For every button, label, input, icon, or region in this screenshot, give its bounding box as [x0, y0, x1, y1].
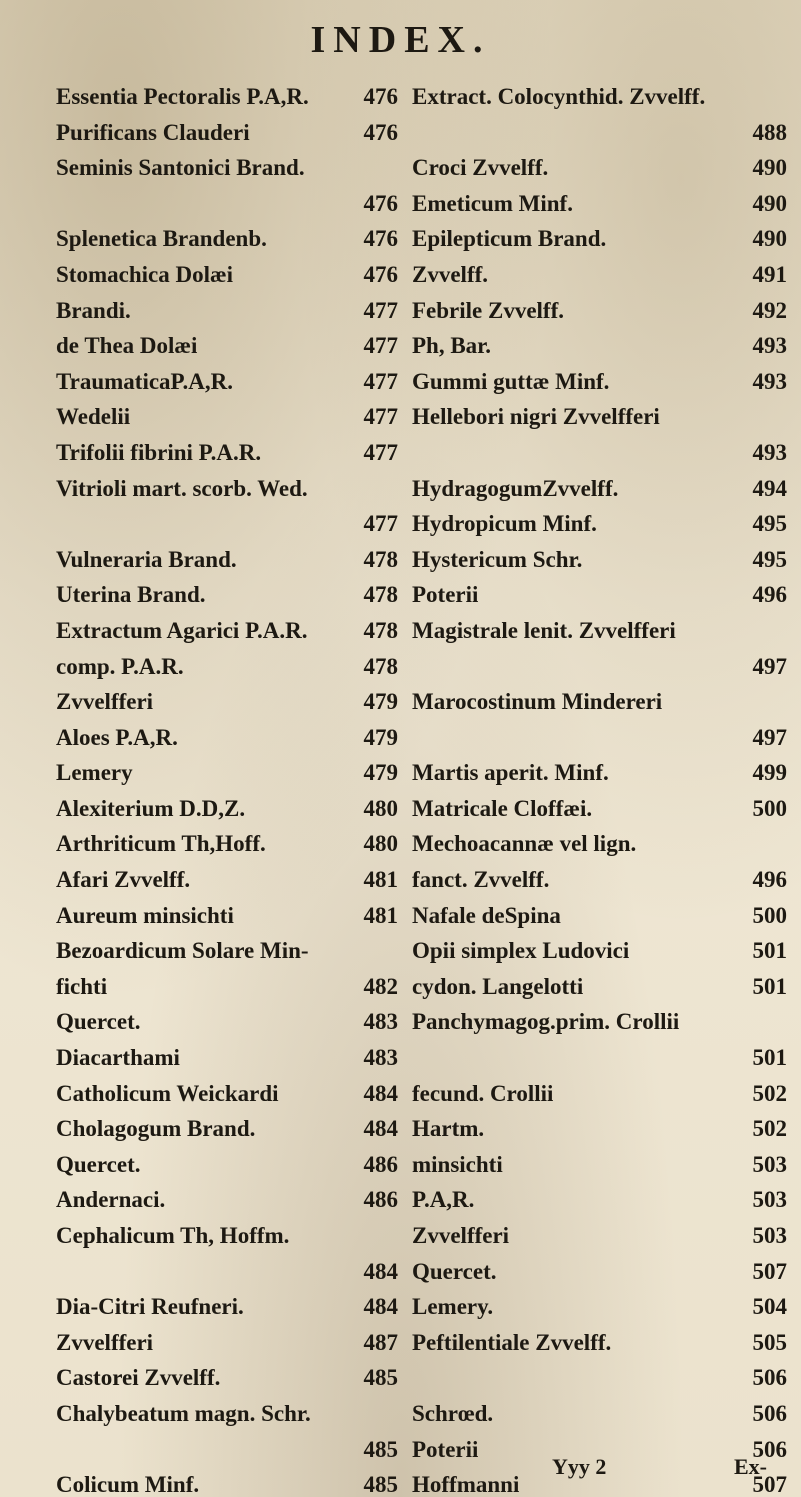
- index-entry: [56, 333, 398, 369]
- index-entry: [412, 440, 787, 476]
- entry-text: Essentia Pectoralis P.A,R.: [56, 84, 309, 109]
- index-entry: [56, 831, 398, 867]
- entry-page-number: 476: [363, 84, 398, 109]
- index-entry: [412, 867, 787, 903]
- entry-text: comp. P.A.R.: [56, 653, 184, 679]
- entry-page-number: 477: [363, 404, 398, 430]
- entry-text: Hoffmanni: [412, 1472, 520, 1497]
- entry-text: Panchymagog.prim. Crollii: [412, 1009, 680, 1035]
- entry-page-number: 500: [752, 795, 787, 821]
- entry-text: Alexiterium D.D,Z.: [56, 795, 246, 821]
- entry-text: Zvvelff.: [412, 261, 489, 287]
- entry-page-number: 492: [752, 297, 787, 323]
- index-entry: [412, 725, 787, 761]
- index-entry: [56, 191, 398, 227]
- index-entry: [56, 298, 398, 334]
- entry-page-number: 484: [363, 1116, 398, 1142]
- index-entry: [412, 618, 787, 654]
- entry-text: Stomachica Dolæi: [56, 261, 233, 287]
- entry-page-number: 495: [752, 546, 787, 572]
- entry-page-number: 476: [363, 261, 398, 287]
- index-entry: [412, 333, 787, 369]
- index-entry: [56, 1152, 398, 1188]
- entry-text: TraumaticaP.A,R.: [56, 368, 233, 394]
- entry-text: Andernaci.: [56, 1187, 166, 1213]
- index-entry: [56, 1330, 398, 1366]
- index-entry: [56, 689, 398, 725]
- entry-page-number: 485: [363, 1472, 398, 1497]
- entry-page-number: 477: [363, 368, 398, 394]
- index-entry: [56, 1187, 398, 1223]
- entry-page-number: 478: [363, 653, 398, 679]
- index-entry: [56, 84, 398, 120]
- index-entry: [412, 404, 787, 440]
- entry-page-number: 484: [363, 1294, 398, 1320]
- index-entry: [412, 1330, 787, 1366]
- index-entry: [56, 1009, 398, 1045]
- entry-page-number: 486: [363, 1187, 398, 1213]
- index-entry: [412, 1152, 787, 1188]
- entry-page-number: 479: [363, 689, 398, 715]
- entry-text: Trifolii fibrini P.A.R.: [56, 439, 262, 465]
- index-entry: [56, 369, 398, 405]
- entry-text: Nafale deSpina: [412, 902, 561, 928]
- entry-page-number: 503: [752, 1223, 787, 1248]
- index-entry: [412, 511, 787, 547]
- index-column-right: [412, 84, 787, 1497]
- entry-page-number: 505: [752, 1329, 787, 1355]
- index-entry: [56, 1401, 398, 1437]
- entry-page-number: 481: [363, 867, 398, 893]
- entry-page-number: 494: [752, 475, 787, 501]
- entry-text: Hellebori nigri Zvvelfferi: [412, 404, 660, 430]
- index-entry: [412, 1187, 787, 1223]
- entry-text: Catholicum Weickardi: [56, 1080, 279, 1106]
- entry-page-number: 476: [363, 119, 398, 145]
- entry-page-number: 501: [752, 973, 787, 999]
- index-entry: [56, 1472, 398, 1497]
- entry-text: Extractum Agarici P.A.R.: [56, 617, 308, 643]
- index-entry: [412, 1116, 787, 1152]
- index-entry: [56, 1437, 398, 1473]
- entry-page-number: 480: [363, 795, 398, 821]
- entry-text: Aloes P.A,R.: [56, 724, 178, 750]
- index-entry: [412, 369, 787, 405]
- index-entry: [56, 1259, 398, 1295]
- entry-text: Gummi guttæ Minf.: [412, 368, 610, 394]
- entry-page-number: 490: [752, 155, 787, 181]
- entry-text: Castorei Zvvelff.: [56, 1365, 221, 1391]
- entry-text: Diacarthami: [56, 1045, 180, 1071]
- entry-text: Poterii: [412, 1436, 479, 1462]
- entry-text: Croci Zvvelff.: [412, 155, 549, 181]
- index-entry: [412, 1401, 787, 1437]
- entry-page-number: 482: [363, 973, 398, 999]
- catchword: Ex-: [734, 1454, 767, 1479]
- index-entry: [412, 262, 787, 298]
- entry-page-number: 488: [752, 119, 787, 145]
- entry-text: Uterina Brand.: [56, 582, 206, 608]
- entry-text: Poterii: [412, 582, 479, 608]
- entry-page-number: 497: [752, 724, 787, 750]
- index-entry: [56, 547, 398, 583]
- entry-page-number: 484: [363, 1080, 398, 1106]
- entry-text: Marocostinum Mindereri: [412, 689, 663, 715]
- entry-page-number: 503: [752, 1151, 787, 1177]
- entry-text: Matricale Cloffæi.: [412, 795, 593, 821]
- entry-text: cydon. Langelotti: [412, 973, 584, 999]
- entry-text: Lemery.: [412, 1294, 494, 1320]
- index-entry: [56, 1116, 398, 1152]
- entry-page-number: 480: [363, 831, 398, 857]
- entry-page-number: 485: [363, 1436, 398, 1462]
- entry-page-number: 500: [752, 902, 787, 928]
- entry-page-number: 479: [363, 724, 398, 750]
- entry-page-number: 496: [752, 867, 787, 893]
- entry-text: Wedelii: [56, 404, 131, 430]
- entry-page-number: 502: [752, 1080, 787, 1106]
- index-entry: [412, 1045, 787, 1081]
- entry-text: Zvvelfferi: [412, 1223, 510, 1248]
- index-entry: [412, 796, 787, 832]
- entry-text: Lemery: [56, 760, 133, 786]
- entry-text: minsichti: [412, 1151, 503, 1177]
- index-entry: [412, 974, 787, 1010]
- entry-page-number: 501: [752, 1045, 787, 1071]
- index-entry: [412, 582, 787, 618]
- entry-page-number: 481: [363, 902, 398, 928]
- entry-text: Hartm.: [412, 1116, 485, 1142]
- index-title: INDEX.: [310, 19, 491, 61]
- entry-text: Emeticum Minf.: [412, 190, 573, 216]
- index-entry: [56, 120, 398, 156]
- index-entry: [412, 831, 787, 867]
- entry-page-number: 507: [752, 1472, 787, 1497]
- index-entry: [56, 582, 398, 618]
- index-entry: [412, 547, 787, 583]
- entry-text: Peftilentiale Zvvelff.: [412, 1329, 612, 1355]
- entry-text: P.A,R.: [412, 1187, 475, 1213]
- index-entry: [412, 191, 787, 227]
- entry-page-number: 478: [363, 546, 398, 572]
- index-entry: [412, 155, 787, 191]
- index-entry: [412, 1223, 787, 1259]
- entry-text: de Thea Dolæi: [56, 333, 198, 359]
- entry-page-number: 504: [752, 1294, 787, 1320]
- index-entry: [56, 1081, 398, 1117]
- entry-text: Martis aperit. Minf.: [412, 760, 609, 786]
- index-entry: [56, 440, 398, 476]
- entry-page-number: 507: [752, 1258, 787, 1284]
- index-entry: [56, 796, 398, 832]
- entry-text: Quercet.: [56, 1151, 141, 1177]
- entry-page-number: 476: [363, 226, 398, 252]
- entry-text: Purificans Clauderi: [56, 119, 250, 145]
- entry-text: Hydropicum Minf.: [412, 511, 597, 537]
- entry-text: Vulneraria Brand.: [56, 546, 237, 572]
- index-entry: [56, 974, 398, 1010]
- entry-page-number: 484: [363, 1258, 398, 1284]
- entry-text: Colicum Minf.: [56, 1472, 200, 1497]
- entry-text: Dia-Citri Reufneri.: [56, 1294, 244, 1320]
- index-entry: [412, 760, 787, 796]
- entry-page-number: 483: [363, 1045, 398, 1071]
- entry-page-number: 493: [752, 439, 787, 465]
- index-entry: [56, 155, 398, 191]
- index-entry: [56, 938, 398, 974]
- entry-text: Bezoardicum Solare Min-: [56, 938, 309, 964]
- entry-text: Seminis Santonici Brand.: [56, 155, 305, 181]
- index-entry: [412, 938, 787, 974]
- entry-page-number: 477: [363, 333, 398, 359]
- entry-page-number: 503: [752, 1187, 787, 1213]
- index-entry: [412, 903, 787, 939]
- entry-text: Magistrale lenit. Zvvelfferi: [412, 617, 676, 643]
- index-entry: [56, 1294, 398, 1330]
- entry-text: Extract. Colocynthid. Zvvelff.: [412, 84, 706, 109]
- entry-page-number: 490: [752, 226, 787, 252]
- index-entry: [412, 689, 787, 725]
- entry-page-number: 490: [752, 190, 787, 216]
- entry-text: Schrœd.: [412, 1400, 494, 1426]
- entry-page-number: 486: [363, 1151, 398, 1177]
- index-entry: [56, 725, 398, 761]
- entry-text: Splenetica Brandenb.: [56, 226, 267, 252]
- index-entry: [56, 404, 398, 440]
- entry-page-number: 506: [752, 1436, 787, 1462]
- index-entry: [56, 618, 398, 654]
- entry-text: Afari Zvvelff.: [56, 867, 191, 893]
- entry-page-number: 493: [752, 333, 787, 359]
- index-entry: [412, 298, 787, 334]
- entry-page-number: 501: [752, 938, 787, 964]
- entry-text: Arthriticum Th,Hoff.: [56, 831, 266, 857]
- entry-text: Epilepticum Brand.: [412, 226, 607, 252]
- index-entry: [56, 226, 398, 262]
- entry-page-number: 487: [363, 1329, 398, 1355]
- entry-text: Hystericum Schr.: [412, 546, 583, 572]
- entry-page-number: 495: [752, 511, 787, 537]
- index-entry: [56, 1045, 398, 1081]
- entry-text: Febrile Zvvelff.: [412, 297, 565, 323]
- entry-text: Chalybeatum magn. Schr.: [56, 1400, 311, 1426]
- index-column-left: [56, 84, 398, 1497]
- entry-page-number: 497: [752, 653, 787, 679]
- entry-text: Mechoacannæ vel lign.: [412, 831, 637, 857]
- index-entry: [412, 1009, 787, 1045]
- index-entry: [56, 760, 398, 796]
- entry-page-number: 483: [363, 1009, 398, 1035]
- entry-page-number: 506: [752, 1365, 787, 1391]
- entry-text: Cholagogum Brand.: [56, 1116, 256, 1142]
- index-entry: [56, 511, 398, 547]
- entry-page-number: 506: [752, 1400, 787, 1426]
- entry-page-number: 485: [363, 1365, 398, 1391]
- index-entry: [412, 476, 787, 512]
- entry-text: Aureum minsichti: [56, 902, 234, 928]
- page-header: [0, 18, 801, 62]
- entry-text: Quercet.: [412, 1258, 497, 1284]
- index-entry: [412, 1294, 787, 1330]
- index-entry: [56, 654, 398, 690]
- index-entry: [412, 654, 787, 690]
- entry-page-number: 499: [752, 760, 787, 786]
- entry-text: Ph, Bar.: [412, 333, 492, 359]
- entry-text: Quercet.: [56, 1009, 141, 1035]
- entry-text: Cephalicum Th, Hoffm.: [56, 1223, 290, 1248]
- entry-text: fecund. Crollii: [412, 1080, 554, 1106]
- index-entry: [56, 867, 398, 903]
- index-entry: [412, 1259, 787, 1295]
- entry-page-number: 491: [752, 261, 787, 287]
- entry-text: Opii simplex Ludovici: [412, 938, 630, 964]
- index-entry: [412, 1365, 787, 1401]
- index-entry: [56, 262, 398, 298]
- entry-page-number: 502: [752, 1116, 787, 1142]
- entry-text: Brandi.: [56, 297, 131, 323]
- index-entry: [56, 1365, 398, 1401]
- entry-page-number: 479: [363, 760, 398, 786]
- entry-text: fichti: [56, 973, 108, 999]
- index-entry: [412, 1081, 787, 1117]
- entry-page-number: 477: [363, 511, 398, 537]
- entry-page-number: 493: [752, 368, 787, 394]
- entry-text: HydragogumZvvelff.: [412, 475, 619, 501]
- entry-page-number: 496: [752, 582, 787, 608]
- index-entry: [412, 120, 787, 156]
- entry-page-number: 478: [363, 582, 398, 608]
- entry-page-number: 477: [363, 297, 398, 323]
- index-entry: [412, 84, 787, 120]
- entry-text: Zvvelfferi: [56, 689, 154, 715]
- entry-text: Vitrioli mart. scorb. Wed.: [56, 475, 308, 501]
- entry-page-number: 476: [363, 190, 398, 216]
- signature-mark: Yyy 2: [552, 1454, 607, 1479]
- entry-text: Zvvelfferi: [56, 1329, 154, 1355]
- entry-page-number: 477: [363, 439, 398, 465]
- index-entry: [56, 476, 398, 512]
- index-entry: [412, 226, 787, 262]
- entry-page-number: 478: [363, 617, 398, 643]
- index-entry: [56, 903, 398, 939]
- index-entry: [56, 1223, 398, 1259]
- entry-text: fanct. Zvvelff.: [412, 867, 550, 893]
